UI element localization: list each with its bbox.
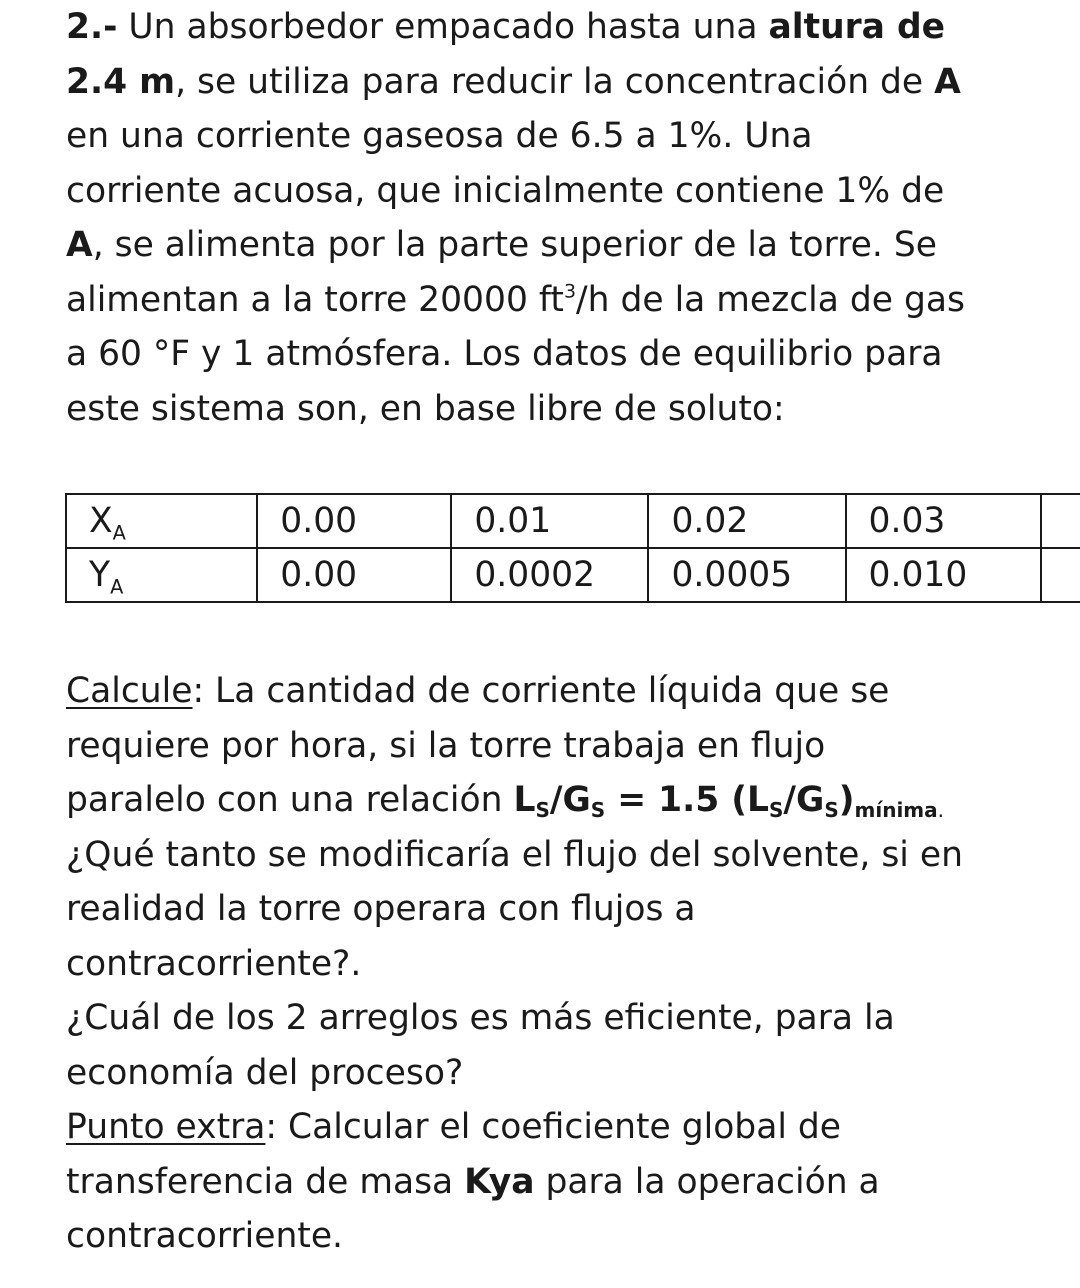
table-row-ya xyxy=(66,548,1080,602)
calcule-label: Calcule xyxy=(66,671,193,711)
cell-xa-0: 0.00 xyxy=(257,494,451,548)
q-line-8: economía del proceso? xyxy=(66,1052,464,1093)
q-line-4: ¿Qué tanto se modificaría el flujo del solvente, si en xyxy=(66,834,963,875)
cell-xa-3: 0.03 xyxy=(846,494,1042,548)
row-label-xa: $X_A$ xyxy=(66,494,257,548)
q-line-5: realidad la torre operara con flujos a xyxy=(66,889,696,929)
cell-xa-2: 0.02 xyxy=(648,494,845,548)
q-line-3: paralelo con una relación LS/GS = 1.5 (LS/GS)mínima. xyxy=(66,780,944,822)
questions-block xyxy=(66,664,963,1264)
extra-label: Punto extra xyxy=(66,1107,266,1147)
line-3: en una corriente gaseosa de 6.5 a 1%. Una xyxy=(66,116,813,156)
cell-ya-0: 0.00 xyxy=(257,548,451,602)
cell-ya-1: 0.0002 xyxy=(451,548,648,602)
q-line-1: Calcule: La cantidad de corriente líquida que se xyxy=(66,671,890,711)
problem-number: 2.- xyxy=(66,7,118,47)
line-2: 2.4 m, se utiliza para reducir la concentración de A xyxy=(66,61,961,102)
cell-ya-2: 0.0005 xyxy=(648,548,845,602)
line-5: A, se alimenta por la parte superior de la torre. Se xyxy=(66,225,937,265)
line-8: este sistema son, en base libre de soluto: xyxy=(66,388,785,429)
line-4: corriente acuosa, que inicialmente contiene 1% de xyxy=(66,170,945,211)
cell-ya-3: 0.010 xyxy=(846,548,1042,602)
cell-ya-cut xyxy=(1041,548,1080,602)
q-line-7: ¿Cuál de los 2 arreglos es más eficiente, para la xyxy=(66,998,895,1038)
q-line-9: Punto extra: Calcular el coeficiente global de xyxy=(66,1107,842,1147)
problem-statement xyxy=(66,0,965,436)
q-line-2: requiere por hora, si la torre trabaja en flujo xyxy=(66,725,826,766)
equilibrium-table xyxy=(65,493,1080,603)
line-1: 2.- Un absorbedor empacado hasta una altura de xyxy=(66,7,946,47)
q-line-10: transferencia de masa Kya para la operación a xyxy=(66,1161,880,1202)
kya-term: Kya xyxy=(464,1161,535,1202)
table-row-xa xyxy=(66,494,1080,548)
q-line-6: contracorriente?. xyxy=(66,943,362,984)
line-6: alimentan a la torre 20000 $ft^3/h$ de la mezcla de gas xyxy=(66,279,965,320)
cell-xa-1: 0.01 xyxy=(451,494,648,548)
row-label-ya: $Y_A$ xyxy=(66,548,257,602)
line-7: a 60 °F y 1 atmósfera. Los datos de equilibrio para xyxy=(66,334,943,374)
ratio-formula: LS/GS = 1.5 (LS/GS)mínima xyxy=(513,780,938,822)
cell-xa-cut xyxy=(1041,494,1080,548)
q-line-11: contracorriente. xyxy=(66,1216,344,1256)
